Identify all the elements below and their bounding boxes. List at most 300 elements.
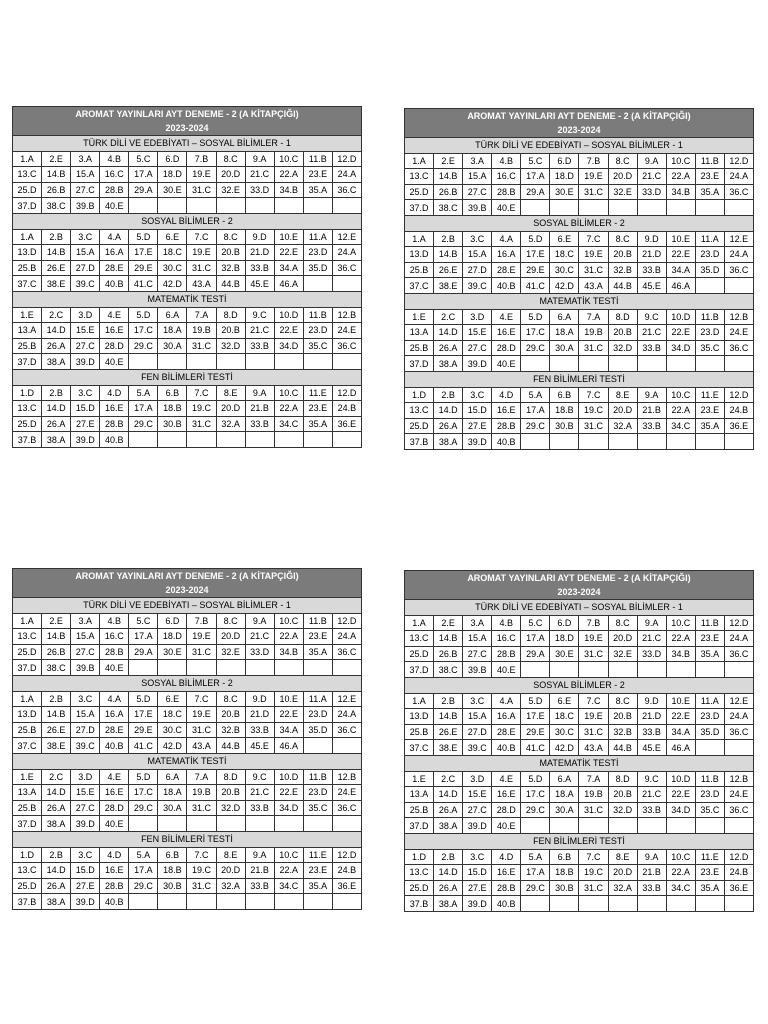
answer-cell: 14.D	[42, 401, 71, 417]
answer-cell: 40.B	[492, 434, 521, 450]
answer-cell	[579, 434, 608, 450]
answer-cell: 18.D	[550, 631, 579, 647]
answer-cell: 28.E	[492, 262, 521, 278]
answer-cell: 31.C	[187, 878, 216, 894]
answer-cell: 23.E	[695, 169, 724, 185]
answer-cell: 22.A	[666, 169, 695, 185]
answer-cell: 36.C	[332, 644, 361, 660]
answer-cell: 35.D	[695, 262, 724, 278]
answer-cell: 37.B	[13, 432, 42, 448]
answer-cell: 35.A	[303, 644, 332, 660]
answer-row	[13, 863, 362, 879]
answer-cell	[724, 818, 753, 834]
answer-cell: 37.D	[13, 660, 42, 676]
section-title: FEN BİLİMLERİ TESTİ	[13, 369, 362, 385]
answer-cell: 37.B	[405, 896, 434, 912]
answer-cell: 37.D	[13, 354, 42, 370]
answer-cell: 42.D	[158, 276, 187, 292]
answer-cell: 38.A	[434, 434, 463, 450]
answer-cell	[521, 434, 550, 450]
answer-cell: 37.D	[405, 356, 434, 372]
answer-cell	[332, 354, 361, 370]
answer-cell	[187, 432, 216, 448]
answer-cell: 8.E	[608, 849, 637, 865]
answer-cell: 29.C	[521, 880, 550, 896]
answer-row	[13, 629, 362, 645]
answer-row	[405, 896, 754, 912]
answer-cell: 3.C	[463, 231, 492, 247]
answer-row	[405, 325, 754, 341]
answer-cell: 5.A	[521, 387, 550, 403]
answer-cell: 12.D	[332, 613, 361, 629]
answer-cell: 18.D	[158, 167, 187, 183]
answer-cell: 26.B	[434, 646, 463, 662]
answer-row	[13, 769, 362, 785]
answer-cell: 14.B	[42, 167, 71, 183]
answer-cell: 29.C	[129, 416, 158, 432]
answer-cell: 5.A	[521, 849, 550, 865]
answer-cell: 23.E	[695, 403, 724, 419]
answer-cell: 27.D	[71, 260, 100, 276]
answer-cell: 37.D	[13, 198, 42, 214]
answer-cell: 11.B	[303, 613, 332, 629]
answer-cell: 26.A	[42, 416, 71, 432]
answer-row	[405, 434, 754, 450]
answer-cell: 35.C	[695, 802, 724, 818]
answer-cell: 30.A	[550, 340, 579, 356]
answer-cell: 7.C	[187, 847, 216, 863]
answer-cell	[274, 894, 303, 910]
answer-cell: 21.B	[245, 863, 274, 879]
answer-cell: 46.A	[274, 276, 303, 292]
answer-cell: 6.D	[158, 151, 187, 167]
answer-cell: 32.A	[608, 418, 637, 434]
answer-cell	[274, 432, 303, 448]
answer-cell: 4.D	[492, 849, 521, 865]
answer-cell: 2.B	[42, 847, 71, 863]
answer-cell	[521, 896, 550, 912]
answer-cell: 40.B	[100, 276, 129, 292]
answer-cell: 32.E	[216, 644, 245, 660]
answer-cell: 35.A	[303, 878, 332, 894]
answer-cell: 23.D	[303, 707, 332, 723]
answer-cell: 21.C	[245, 167, 274, 183]
answer-key-card-bottom-right	[404, 570, 754, 912]
answer-cell	[724, 740, 753, 756]
answer-cell: 25.B	[13, 260, 42, 276]
answer-cell: 22.E	[274, 707, 303, 723]
answer-cell: 17.E	[129, 707, 158, 723]
answer-cell: 45.E	[637, 278, 666, 294]
answer-cell: 3.C	[71, 691, 100, 707]
answer-cell: 4.E	[100, 307, 129, 323]
answer-cell: 12.E	[724, 231, 753, 247]
answer-cell: 30.E	[550, 184, 579, 200]
answer-cell	[158, 816, 187, 832]
answer-cell	[637, 434, 666, 450]
answer-cell: 30.B	[158, 878, 187, 894]
answer-cell: 27.C	[71, 800, 100, 816]
answer-cell: 27.C	[71, 644, 100, 660]
answer-cell: 36.E	[332, 878, 361, 894]
answer-cell: 31.C	[187, 182, 216, 198]
answer-cell: 32.E	[216, 182, 245, 198]
answer-cell	[129, 354, 158, 370]
answer-cell: 16.E	[492, 325, 521, 341]
answer-cell: 12.D	[332, 151, 361, 167]
answer-cell: 20.B	[216, 707, 245, 723]
answer-cell	[303, 660, 332, 676]
answer-cell: 4.A	[100, 691, 129, 707]
answer-cell: 39.B	[71, 198, 100, 214]
answer-cell: 5.D	[129, 769, 158, 785]
answer-cell: 5.C	[521, 615, 550, 631]
answer-cell: 14.D	[42, 785, 71, 801]
answer-cell	[608, 434, 637, 450]
answer-cell	[724, 200, 753, 216]
answer-cell: 39.D	[463, 434, 492, 450]
answer-cell: 35.D	[303, 722, 332, 738]
answer-cell: 25.B	[405, 262, 434, 278]
answer-cell: 38.E	[434, 740, 463, 756]
answer-cell: 3.A	[71, 613, 100, 629]
answer-cell: 23.D	[303, 245, 332, 261]
answer-cell: 36.C	[724, 262, 753, 278]
answer-cell: 28.D	[100, 338, 129, 354]
answer-cell: 10.D	[274, 769, 303, 785]
answer-cell: 5.D	[521, 771, 550, 787]
answer-cell: 35.A	[695, 646, 724, 662]
answer-cell: 33.B	[637, 340, 666, 356]
answer-cell	[303, 198, 332, 214]
answer-cell: 12.B	[332, 769, 361, 785]
answer-cell	[158, 354, 187, 370]
answer-cell: 12.E	[724, 693, 753, 709]
answer-cell: 19.C	[187, 863, 216, 879]
answer-cell: 20.D	[216, 401, 245, 417]
answer-cell	[608, 662, 637, 678]
answer-cell: 19.E	[579, 169, 608, 185]
answer-cell: 16.E	[100, 323, 129, 339]
answer-row	[405, 740, 754, 756]
answer-cell: 2.E	[434, 615, 463, 631]
answer-cell: 16.C	[100, 629, 129, 645]
answer-cell	[579, 818, 608, 834]
answer-cell	[550, 434, 579, 450]
answer-cell: 15.D	[463, 865, 492, 881]
answer-cell: 6.D	[550, 615, 579, 631]
answer-row	[13, 691, 362, 707]
answer-cell: 27.D	[71, 722, 100, 738]
answer-cell	[129, 198, 158, 214]
answer-cell: 7.C	[579, 387, 608, 403]
answer-cell	[274, 354, 303, 370]
answer-cell: 26.B	[434, 184, 463, 200]
answer-cell: 6.D	[550, 153, 579, 169]
answer-cell: 45.E	[245, 276, 274, 292]
answer-cell: 16.E	[100, 785, 129, 801]
answer-cell: 18.B	[158, 401, 187, 417]
answer-cell: 32.D	[608, 340, 637, 356]
answer-cell: 31.C	[579, 184, 608, 200]
answer-cell: 8.C	[608, 615, 637, 631]
answer-cell: 1.D	[13, 385, 42, 401]
answer-cell: 7.B	[187, 151, 216, 167]
answer-cell: 4.B	[100, 613, 129, 629]
answer-row	[13, 401, 362, 417]
answer-cell: 7.A	[187, 307, 216, 323]
answer-cell: 7.A	[579, 771, 608, 787]
answer-cell: 32.B	[216, 722, 245, 738]
answer-row	[405, 278, 754, 294]
answer-row	[13, 644, 362, 660]
answer-cell: 2.E	[42, 613, 71, 629]
answer-cell: 12.B	[724, 309, 753, 325]
answer-cell: 26.A	[434, 340, 463, 356]
answer-cell: 36.C	[724, 724, 753, 740]
answer-cell: 26.E	[42, 722, 71, 738]
answer-cell: 17.C	[521, 787, 550, 803]
answer-cell: 23.E	[303, 401, 332, 417]
answer-cell: 25.B	[405, 802, 434, 818]
answer-cell	[332, 816, 361, 832]
answer-cell: 21.C	[245, 323, 274, 339]
answer-cell: 39.B	[463, 200, 492, 216]
answer-cell: 21.C	[245, 629, 274, 645]
answer-row	[405, 771, 754, 787]
answer-cell: 34.B	[666, 646, 695, 662]
answer-row	[405, 693, 754, 709]
answer-cell: 10.C	[666, 615, 695, 631]
answer-cell: 22.A	[274, 863, 303, 879]
answer-cell: 11.B	[303, 307, 332, 323]
answer-cell: 9.A	[637, 615, 666, 631]
card-title: AROMAT YAYINLARI AYT DENEME - 2 (A KİTAPÇIĞI)	[467, 111, 691, 121]
answer-cell: 8.D	[608, 771, 637, 787]
answer-row	[405, 615, 754, 631]
answer-cell: 9.D	[637, 693, 666, 709]
answer-cell: 11.E	[303, 847, 332, 863]
answer-cell	[245, 816, 274, 832]
answer-cell	[216, 354, 245, 370]
section-title: SOSYAL BİLİMLER - 2	[405, 215, 754, 231]
answer-cell: 18.B	[158, 863, 187, 879]
answer-cell: 3.C	[463, 849, 492, 865]
answer-cell: 5.C	[129, 613, 158, 629]
answer-cell: 33.B	[637, 724, 666, 740]
answer-cell: 32.D	[608, 802, 637, 818]
answer-cell	[303, 738, 332, 754]
answer-cell: 19.E	[579, 247, 608, 263]
card-year: 2023-2024	[165, 123, 209, 133]
answer-row	[13, 878, 362, 894]
answer-cell: 7.C	[579, 231, 608, 247]
answer-cell: 38.C	[434, 200, 463, 216]
answer-cell: 15.A	[463, 169, 492, 185]
answer-cell	[245, 354, 274, 370]
answer-cell	[187, 354, 216, 370]
answer-cell: 14.D	[434, 787, 463, 803]
answer-cell: 15.A	[71, 707, 100, 723]
answer-cell: 15.D	[463, 403, 492, 419]
answer-cell: 18.A	[158, 323, 187, 339]
answer-row	[13, 894, 362, 910]
card-title: AROMAT YAYINLARI AYT DENEME - 2 (A KİTAPÇIĞI)	[75, 571, 299, 581]
answer-cell: 36.E	[332, 416, 361, 432]
answer-cell: 20.B	[216, 245, 245, 261]
answer-cell	[695, 818, 724, 834]
answer-cell: 20.D	[608, 865, 637, 881]
answer-cell: 3.D	[463, 771, 492, 787]
answer-cell: 27.C	[463, 340, 492, 356]
answer-cell: 18.A	[550, 325, 579, 341]
answer-cell	[550, 662, 579, 678]
answer-cell: 11.B	[303, 151, 332, 167]
answer-cell: 36.C	[332, 338, 361, 354]
answer-cell: 24.A	[724, 247, 753, 263]
answer-cell: 18.C	[158, 245, 187, 261]
answer-cell: 5.D	[129, 307, 158, 323]
answer-cell: 17.A	[521, 631, 550, 647]
answer-cell: 32.B	[608, 262, 637, 278]
answer-cell: 21.C	[637, 325, 666, 341]
answer-cell: 19.B	[579, 787, 608, 803]
answer-cell: 17.A	[521, 403, 550, 419]
answer-row	[13, 354, 362, 370]
answer-cell: 12.D	[332, 385, 361, 401]
answer-cell: 24.B	[332, 863, 361, 879]
answer-cell: 9.C	[245, 769, 274, 785]
answer-cell: 25.D	[405, 418, 434, 434]
answer-cell: 15.E	[71, 323, 100, 339]
section-title: MATEMATİK TESTİ	[405, 755, 754, 771]
answer-cell: 15.A	[463, 631, 492, 647]
answer-cell: 5.D	[521, 693, 550, 709]
answer-cell: 23.E	[303, 863, 332, 879]
answer-cell: 5.D	[129, 691, 158, 707]
answer-cell: 14.D	[434, 403, 463, 419]
answer-cell: 13.C	[405, 169, 434, 185]
answer-cell: 8.C	[216, 151, 245, 167]
answer-cell: 27.D	[463, 262, 492, 278]
answer-row	[13, 260, 362, 276]
answer-cell: 24.E	[332, 323, 361, 339]
answer-cell: 40.B	[492, 278, 521, 294]
answer-cell: 32.B	[608, 724, 637, 740]
answer-cell: 9.A	[637, 849, 666, 865]
answer-cell	[695, 434, 724, 450]
answer-cell: 18.C	[550, 247, 579, 263]
answer-cell: 15.A	[71, 245, 100, 261]
answer-row	[405, 340, 754, 356]
answer-cell: 18.A	[158, 785, 187, 801]
answer-cell: 22.A	[274, 629, 303, 645]
answer-cell: 34.B	[274, 182, 303, 198]
answer-cell: 33.B	[245, 260, 274, 276]
answer-cell	[666, 818, 695, 834]
answer-cell: 3.C	[463, 693, 492, 709]
answer-cell: 4.A	[492, 231, 521, 247]
answer-key-table	[12, 568, 362, 910]
answer-cell: 17.E	[129, 245, 158, 261]
answer-cell: 22.A	[666, 631, 695, 647]
answer-cell: 16.A	[492, 709, 521, 725]
answer-cell: 37.C	[13, 276, 42, 292]
card-header	[13, 107, 362, 136]
answer-cell: 30.A	[550, 802, 579, 818]
answer-cell: 1.A	[405, 615, 434, 631]
answer-cell: 1.E	[13, 769, 42, 785]
answer-cell: 28.B	[100, 644, 129, 660]
answer-cell: 16.A	[100, 707, 129, 723]
section-title: MATEMATİK TESTİ	[405, 293, 754, 309]
answer-cell: 19.E	[579, 709, 608, 725]
answer-cell: 1.A	[405, 693, 434, 709]
answer-cell: 38.A	[42, 816, 71, 832]
answer-cell: 13.C	[13, 863, 42, 879]
answer-cell: 18.D	[158, 629, 187, 645]
answer-cell: 2.B	[42, 229, 71, 245]
answer-cell	[550, 818, 579, 834]
answer-cell: 33.B	[245, 416, 274, 432]
answer-cell: 25.B	[13, 338, 42, 354]
answer-row	[13, 722, 362, 738]
answer-cell: 36.C	[724, 184, 753, 200]
answer-cell	[608, 356, 637, 372]
answer-cell: 41.C	[521, 278, 550, 294]
answer-cell: 1.A	[13, 151, 42, 167]
answer-cell: 8.C	[216, 229, 245, 245]
answer-key-card-top-right	[404, 108, 754, 450]
answer-cell: 35.A	[303, 416, 332, 432]
answer-row	[13, 151, 362, 167]
answer-cell: 5.D	[521, 231, 550, 247]
answer-cell: 11.A	[695, 231, 724, 247]
answer-cell: 30.B	[550, 418, 579, 434]
answer-cell	[129, 894, 158, 910]
answer-cell: 33.D	[637, 184, 666, 200]
answer-cell: 15.A	[463, 247, 492, 263]
answer-cell: 34.C	[274, 416, 303, 432]
answer-row	[13, 385, 362, 401]
answer-cell	[187, 894, 216, 910]
section-title: FEN BİLİMLERİ TESTİ	[13, 831, 362, 847]
answer-cell: 8.E	[216, 385, 245, 401]
answer-row	[405, 631, 754, 647]
answer-cell: 44.B	[608, 278, 637, 294]
answer-cell: 6.E	[550, 231, 579, 247]
answer-cell: 2.B	[42, 385, 71, 401]
answer-cell: 14.D	[434, 865, 463, 881]
answer-cell: 31.C	[579, 418, 608, 434]
answer-cell: 34.A	[274, 722, 303, 738]
answer-cell: 26.E	[42, 260, 71, 276]
answer-cell	[245, 894, 274, 910]
answer-cell: 8.C	[608, 231, 637, 247]
answer-cell: 7.A	[579, 309, 608, 325]
answer-cell: 46.A	[666, 740, 695, 756]
answer-row	[13, 613, 362, 629]
answer-cell: 36.E	[724, 880, 753, 896]
answer-cell: 7.C	[187, 385, 216, 401]
answer-row	[13, 660, 362, 676]
answer-cell: 15.E	[71, 785, 100, 801]
answer-cell: 37.C	[405, 740, 434, 756]
answer-row	[13, 338, 362, 354]
answer-cell: 12.D	[724, 849, 753, 865]
answer-cell: 12.E	[332, 229, 361, 245]
section-title: MATEMATİK TESTİ	[13, 753, 362, 769]
